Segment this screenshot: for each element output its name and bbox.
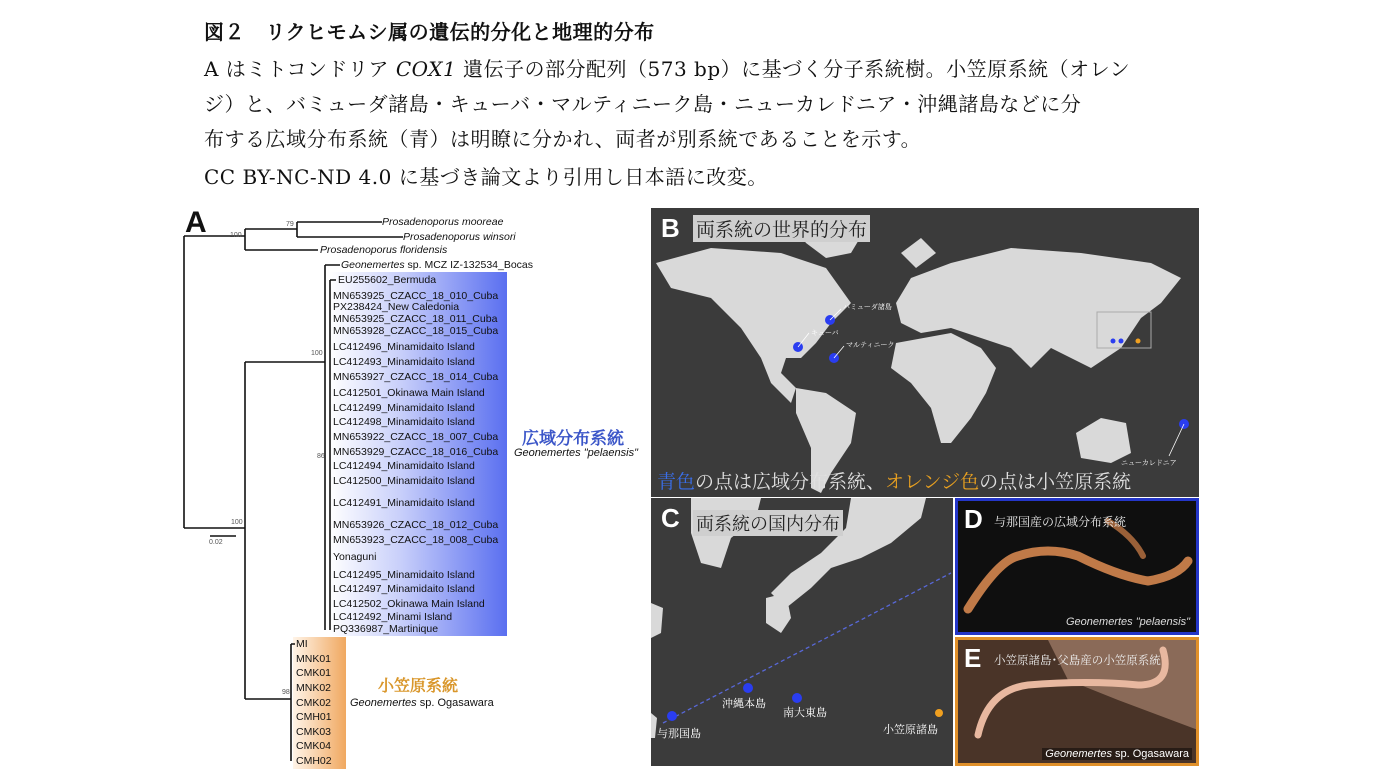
legend-text: の点は広域分布系統、	[695, 471, 886, 493]
orange-clade-taxon: CMK03	[296, 726, 332, 738]
blue-clade-taxon: MN653929_CZACC_18_016_Cuba	[333, 446, 499, 458]
panel-e-label: E	[964, 643, 982, 673]
blue-clade-taxon: MN653922_CZACC_18_007_Cuba	[333, 431, 499, 443]
blue-clade-taxon: PQ336987_Martinique	[333, 623, 439, 635]
place-label: マルティニーク	[846, 341, 895, 349]
caption-text: A はミトコンドリア	[204, 57, 396, 81]
place-label: ニューカレドニア	[1121, 459, 1177, 467]
species: sp. Ogasawara	[416, 697, 494, 709]
species: sp. Ogasawara	[1111, 748, 1189, 760]
blue-clade-taxon: MN653925_CZACC_18_010_Cuba	[333, 290, 499, 302]
place-label: 南大東島	[783, 706, 827, 719]
orange-clade-taxon: CMK02	[296, 697, 332, 709]
outgroup-taxon: Prosadenoporus floridensis	[320, 244, 448, 256]
blue-clade-taxon: LC412493_Minamidaito Island	[333, 356, 475, 368]
panel-d-label: D	[964, 504, 983, 534]
caption-text: 遺伝子の部分配列（573 bp）に基づく分子系統樹。小笠原系統（オレン	[456, 57, 1131, 81]
panel-c-title: 両系統の国内分布	[693, 510, 843, 536]
panel-b-world-map	[651, 208, 1199, 497]
blue-clade-taxon: LC412498_Minamidaito Island	[333, 416, 475, 428]
caption-line-4: CC BY-NC-ND 4.0 に基づき論文より引用し日本語に改変。	[204, 165, 768, 189]
orange-clade-taxon: MNK02	[296, 682, 332, 694]
bocas-taxon	[341, 259, 533, 271]
blue-clade-taxon: MN653925_CZACC_18_011_Cuba	[333, 313, 498, 325]
figure-title: 図２ リクヒモムシ属の遺伝的分化と地理的分布	[204, 20, 655, 44]
orange-clade-taxon: CMK01	[296, 667, 332, 679]
place-label: 小笠原諸島	[883, 723, 938, 736]
blue-clade-taxon: Yonaguni	[333, 551, 377, 563]
orange-clade-taxon: CMK04	[296, 740, 332, 752]
blue-clade-taxon: LC412502_Okinawa Main Island	[333, 598, 485, 610]
blue-clade-taxon: LC412491_Minamidaito Island	[333, 497, 475, 509]
panel-e-title: 小笠原諸島･父島産の小笠原系統	[994, 653, 1161, 667]
blue-clade-sci: Geonemertes "pelaensis"	[514, 447, 638, 459]
legend-text: の点は小笠原系統	[979, 471, 1132, 493]
blue-clade-taxon: LC412492_Minami Island	[333, 611, 453, 623]
bootstrap-value: 100	[230, 232, 242, 239]
orange-clade-taxon: CMH02	[296, 755, 332, 767]
legend-blue: 青色	[657, 471, 696, 493]
scale-bar-label: 0.02	[209, 539, 223, 546]
species: sp. MCZ IZ-132534_Bocas	[404, 259, 534, 271]
orange-clade-sci	[350, 697, 494, 709]
orange-clade-taxon: MI	[296, 638, 308, 650]
panel-c-label: C	[661, 503, 680, 533]
map-legend	[657, 467, 1131, 494]
orange-clade-taxon: CMH01	[296, 711, 332, 723]
legend-orange: オレンジ色	[885, 471, 980, 493]
blue-clade-name: 広域分布系統	[522, 429, 624, 449]
outgroup-taxon: Prosadenoporus winsori	[403, 231, 516, 243]
genus: Geonemertes	[1045, 748, 1112, 760]
blue-clade-taxon: LC412497_Minamidaito Island	[333, 583, 475, 595]
panel-d-title: 与那国産の広域分布系統	[994, 515, 1127, 529]
blue-clade-taxon: PX238424_New Caledonia	[333, 301, 460, 313]
blue-clade-taxon: MN653923_CZACC_18_008_Cuba	[333, 534, 499, 546]
panel-e-photo	[955, 637, 1199, 766]
blue-clade-taxon: LC412500_Minamidaito Island	[333, 475, 475, 487]
blue-clade-taxon: LC412496_Minamidaito Island	[333, 341, 475, 353]
blue-clade-taxon: LC412494_Minamidaito Island	[333, 460, 475, 472]
caption-line-2: ジ）と、バミューダ諸島・キューバ・マルティニーク島・ニューカレドニア・沖縄諸島などに分	[204, 92, 1082, 116]
blue-clade-taxon: LC412499_Minamidaito Island	[333, 402, 475, 414]
gene-name: COX1	[395, 57, 457, 81]
blue-clade-taxon: EU255602_Bermuda	[338, 274, 437, 286]
panel-d-sci: Geonemertes "pelaensis"	[1066, 616, 1190, 628]
genus: Geonemertes	[350, 697, 417, 709]
panel-b-title: 両系統の世界的分布	[693, 215, 870, 242]
bootstrap-value: 86	[317, 453, 325, 460]
panel-d-photo	[955, 498, 1199, 635]
bootstrap-value: 100	[311, 350, 323, 357]
caption-line-3: 布する広域分布系統（青）は明瞭に分かれ、両者が別系統であることを示す。	[204, 127, 922, 151]
panel-a-label: A	[185, 206, 207, 239]
orange-clade-name: 小笠原系統	[378, 676, 459, 695]
world-map	[651, 208, 1199, 497]
blue-clade-taxon: MN653928_CZACC_18_015_Cuba	[333, 325, 499, 337]
place-label: キューバ	[811, 329, 839, 337]
blue-clade-taxon: MN653927_CZACC_18_014_Cuba	[333, 371, 499, 383]
genus: Geonemertes	[341, 259, 405, 271]
blue-clade-taxon: MN653926_CZACC_18_012_Cuba	[333, 519, 499, 531]
place-label: 沖縄本島	[722, 697, 766, 710]
panel-e-sci	[1042, 748, 1192, 760]
bootstrap-value: 98	[282, 689, 290, 696]
orange-clade-taxon: MNK01	[296, 653, 332, 665]
bootstrap-value: 100	[231, 519, 243, 526]
bootstrap-value: 79	[286, 221, 294, 228]
panel-b-label: B	[661, 213, 680, 243]
panel-c-japan-map	[651, 498, 953, 766]
outgroup-taxon: Prosadenoporus mooreae	[382, 216, 504, 228]
place-label: バミューダ諸島	[843, 303, 892, 311]
blue-clade-taxon: LC412501_Okinawa Main Island	[333, 387, 485, 399]
blue-clade-taxon: LC412495_Minamidaito Island	[333, 569, 475, 581]
place-label: 与那国島	[657, 727, 701, 740]
